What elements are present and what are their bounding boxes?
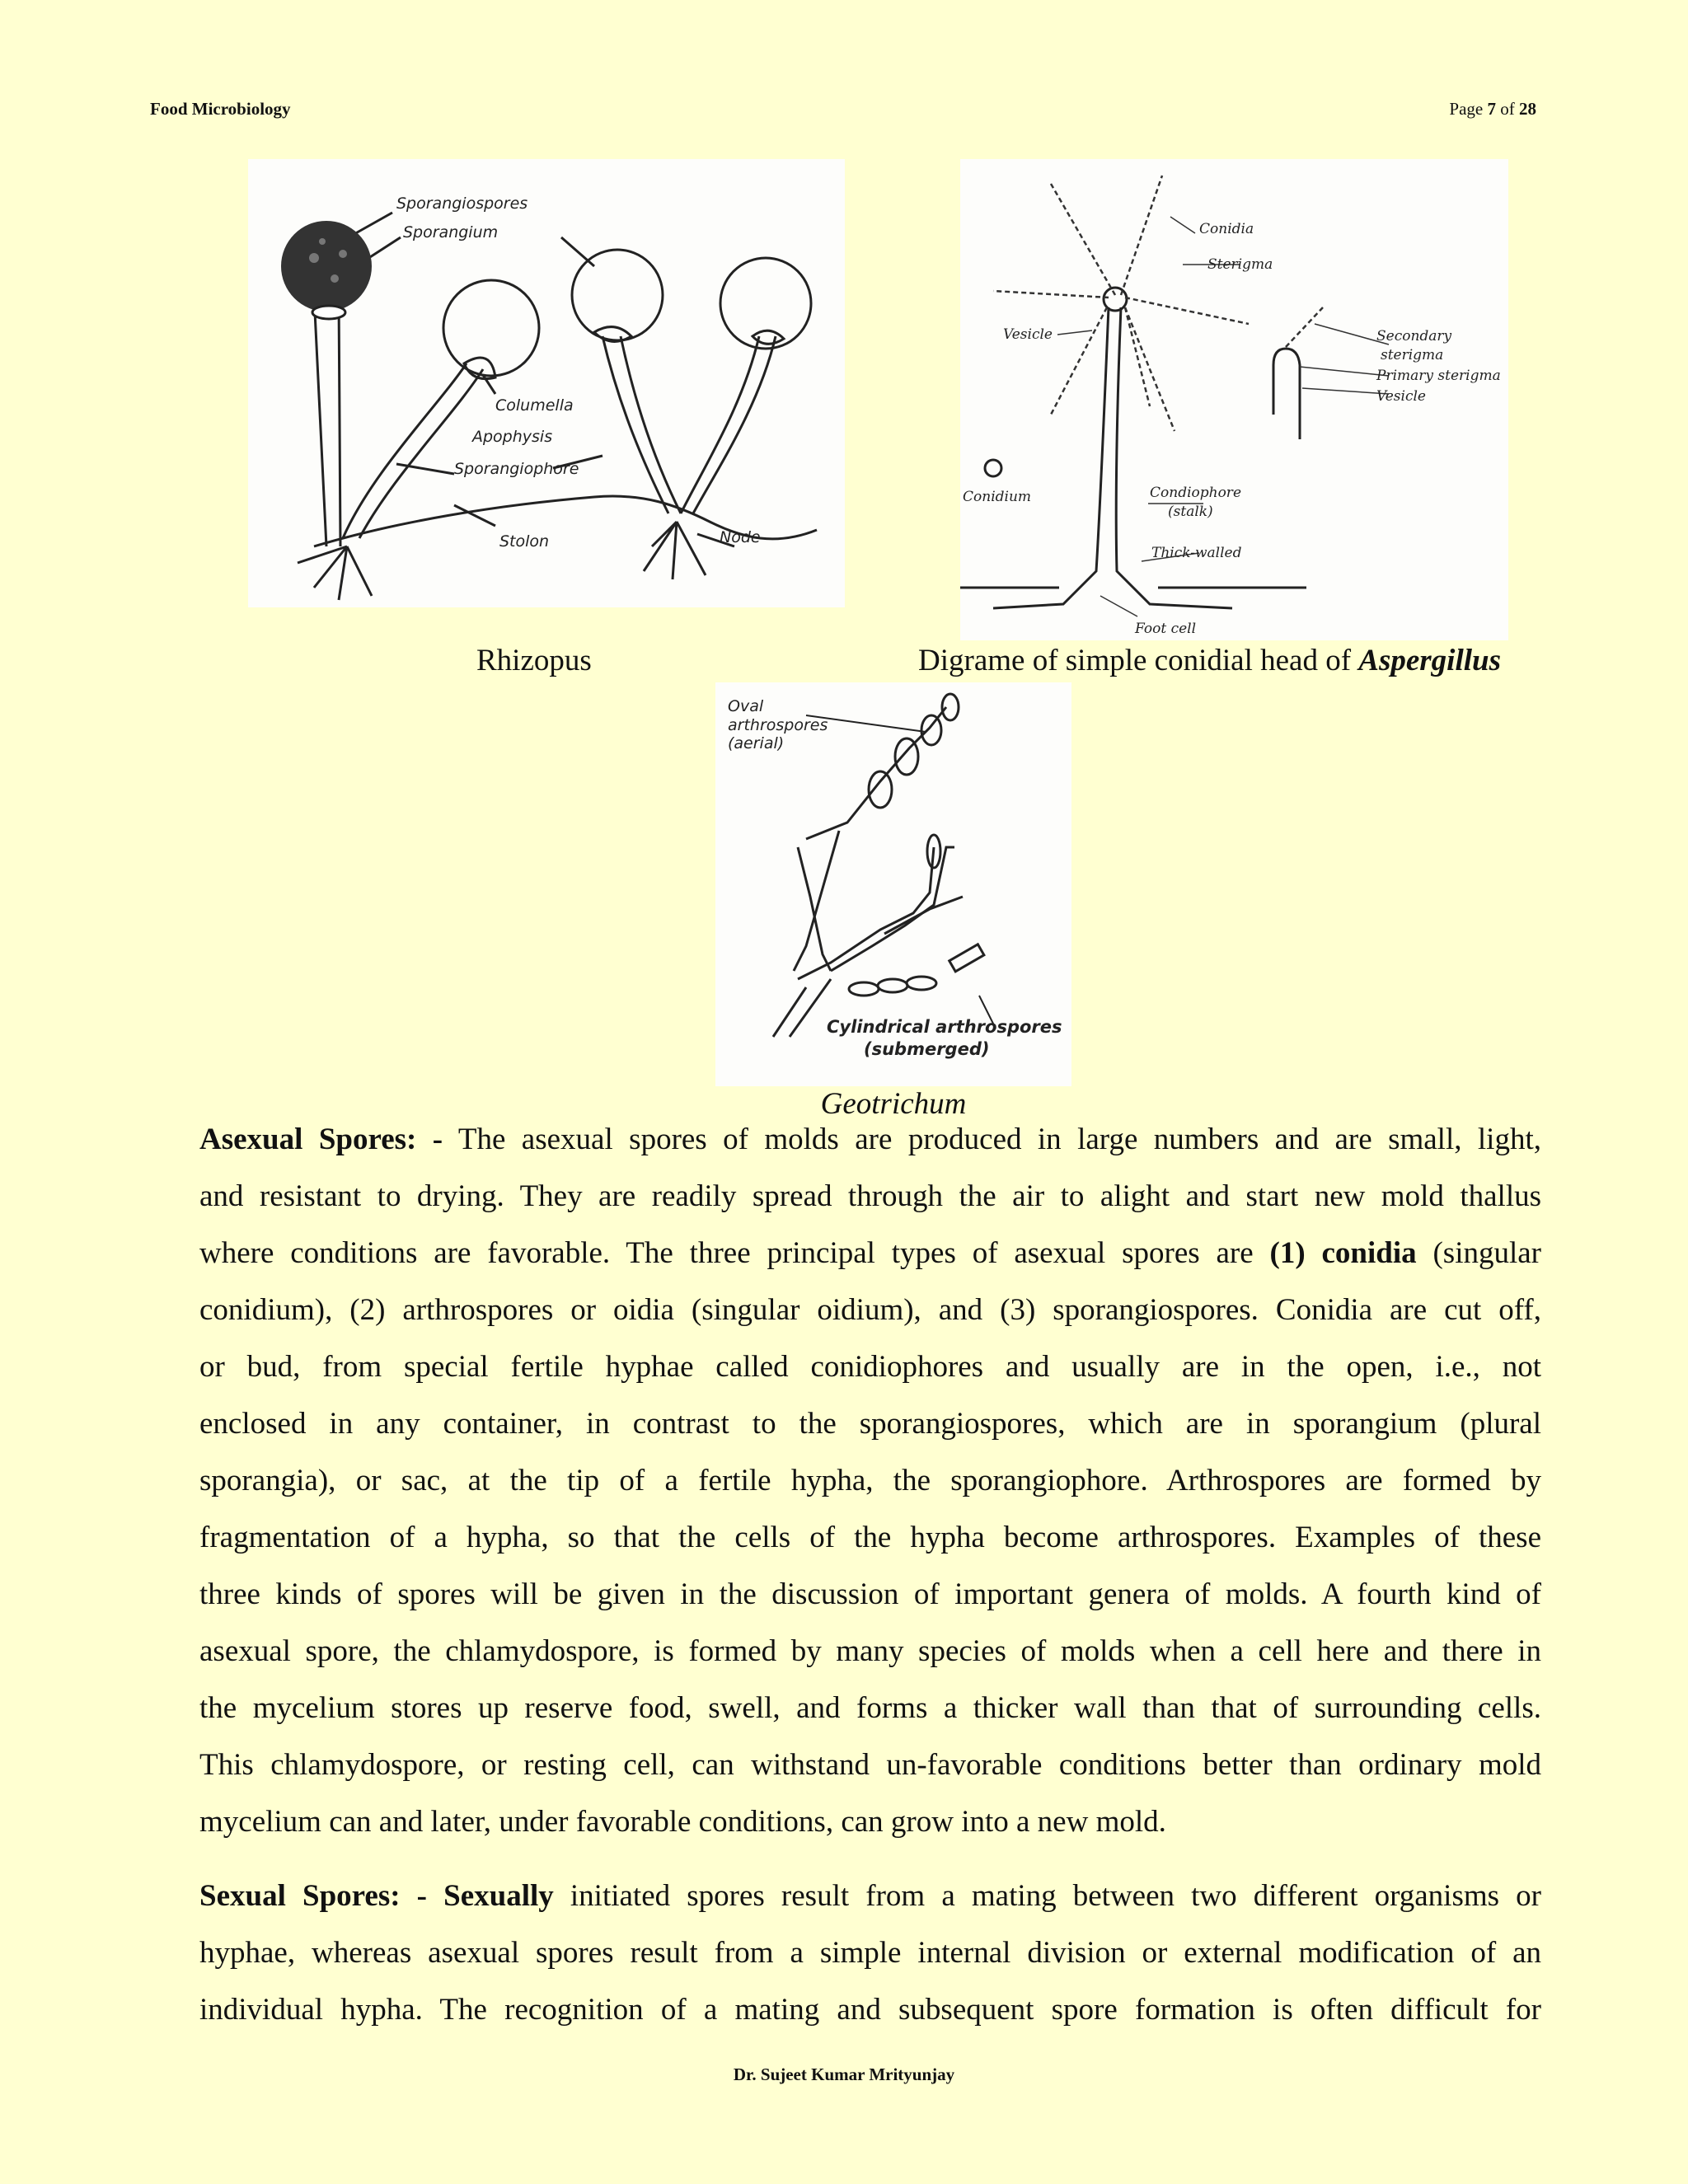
label-secondary: Secondary xyxy=(1376,328,1452,344)
label-foot-cell: Foot cell xyxy=(1135,621,1197,637)
label-cylindrical: Cylindrical arthrospores xyxy=(827,1017,1062,1037)
page-total: 28 xyxy=(1519,99,1536,119)
geotrichum-illustration xyxy=(715,682,1071,1086)
caption-rhizopus: Rhizopus xyxy=(476,644,592,677)
label-sporangiophore: Sporangiophore xyxy=(454,460,579,478)
page-number xyxy=(1449,99,1536,120)
paragraph-line: This chlamydospore, or resting cell, can withstand un-favorable conditions better than ordinary mold xyxy=(199,1748,1541,1782)
label-sterigma: Sterigma xyxy=(1207,256,1273,273)
rhizopus-diagram xyxy=(248,159,845,607)
label-stalk: (stalk) xyxy=(1168,504,1213,520)
label-conidium: Conidium xyxy=(963,489,1032,505)
aspergillus-diagram xyxy=(960,159,1508,640)
paragraph-line: asexual spore, the chlamydospore, is formed by many species of molds when a cell here and there in xyxy=(199,1634,1541,1668)
label-oval: Oval xyxy=(728,697,764,715)
page-footer-author: Dr. Sujeet Kumar Mrityunjay xyxy=(733,2064,955,2084)
paragraph-line: three kinds of spores will be given in the discussion of important genera of molds. A fourth kind of xyxy=(199,1577,1541,1611)
asexual-spores-paragraph xyxy=(199,1122,1541,1862)
label-sporangiospores: Sporangiospores xyxy=(396,194,528,213)
paragraph-line: and resistant to drying. They are readily spread through the air to alight and start new mold thallus xyxy=(199,1179,1541,1213)
label-secondary-sterigma: sterigma xyxy=(1381,347,1444,363)
page-current: 7 xyxy=(1487,99,1496,119)
sexual-heading: Sexual Spores: - Sexually xyxy=(199,1879,554,1913)
label-apophysis: Apophysis xyxy=(472,428,553,446)
paragraph-line xyxy=(199,1879,1541,1936)
text-line: initiated spores result from a mating between two different organisms or xyxy=(553,1879,1541,1913)
label-conidia: Conidia xyxy=(1199,221,1254,237)
paragraph-line: mycelium can and later, under favorable conditions, can grow into a new mold. xyxy=(199,1805,1166,1839)
label-vesicle: Vesicle xyxy=(1003,326,1053,343)
caption-aspergillus-genus: Aspergillus xyxy=(1358,644,1501,677)
conidia-term: (1) conidia xyxy=(1269,1236,1417,1270)
label-condiophore: Condiophore xyxy=(1150,485,1241,501)
text-line: The asexual spores of molds are produced in large numbers and are small, light, xyxy=(443,1122,1541,1156)
sexual-spores-paragraph xyxy=(199,1879,1541,2050)
paragraph-line: or bud, from special fertile hyphae called conidiophores and usually are in the open, i.e., not xyxy=(199,1350,1541,1384)
label-thick-walled: Thick-walled xyxy=(1151,545,1242,561)
paragraph-line: fragmentation of a hypha, so that the cells of the hypha become arthrospores. Examples of these xyxy=(199,1521,1541,1554)
paragraph-line: conidium), (2) arthrospores or oidia (singular oidium), and (3) sporangiospores. Conidia are cut off, xyxy=(199,1293,1541,1327)
caption-aspergillus xyxy=(918,643,1501,678)
label-columella: Columella xyxy=(495,396,574,415)
paragraph-line: individual hypha. The recognition of a mating and subsequent spore formation is often difficult for xyxy=(199,1993,1541,2027)
page-prefix: Page xyxy=(1449,99,1488,119)
label-node: Node xyxy=(720,528,761,546)
label-oval-aerial: (aerial) xyxy=(728,734,785,752)
paragraph-line: hyphae, whereas asexual spores result from a simple internal division or external modification of an xyxy=(199,1936,1541,1970)
geotrichum-diagram xyxy=(715,682,1071,1086)
label-oval-arthrospores: arthrospores xyxy=(728,716,828,734)
paragraph-line: the mycelium stores up reserve food, swell, and forms a thicker wall than that of surrounding cells. xyxy=(199,1691,1541,1725)
aspergillus-illustration xyxy=(960,159,1508,640)
paragraph-line xyxy=(199,1236,1541,1293)
text-line: (singular xyxy=(1416,1236,1541,1270)
asexual-heading: Asexual Spores: - xyxy=(199,1122,443,1156)
caption-geotrichum: Geotrichum xyxy=(820,1087,967,1121)
label-vesicle-2: Vesicle xyxy=(1376,388,1426,405)
caption-aspergillus-text: Digrame of simple conidial head of xyxy=(918,644,1359,677)
page-of: of xyxy=(1496,99,1519,119)
paragraph-line: sporangia), or sac, at the tip of a fertile hypha, the sporangiophore. Arthrospores are formed by xyxy=(199,1464,1541,1497)
running-header-title: Food Microbiology xyxy=(150,99,291,119)
label-submerged: (submerged) xyxy=(864,1039,990,1059)
text-line: where conditions are favorable. The three principal types of asexual spores are xyxy=(199,1236,1270,1270)
label-sporangium: Sporangium xyxy=(403,223,499,241)
paragraph-line: enclosed in any container, in contrast to the sporangiospores, which are in sporangium (plural xyxy=(199,1407,1541,1441)
label-primary-sterigma: Primary sterigma xyxy=(1376,368,1501,384)
rhizopus-illustration xyxy=(248,159,845,607)
label-stolon: Stolon xyxy=(499,532,550,551)
paragraph-line xyxy=(199,1122,1541,1179)
